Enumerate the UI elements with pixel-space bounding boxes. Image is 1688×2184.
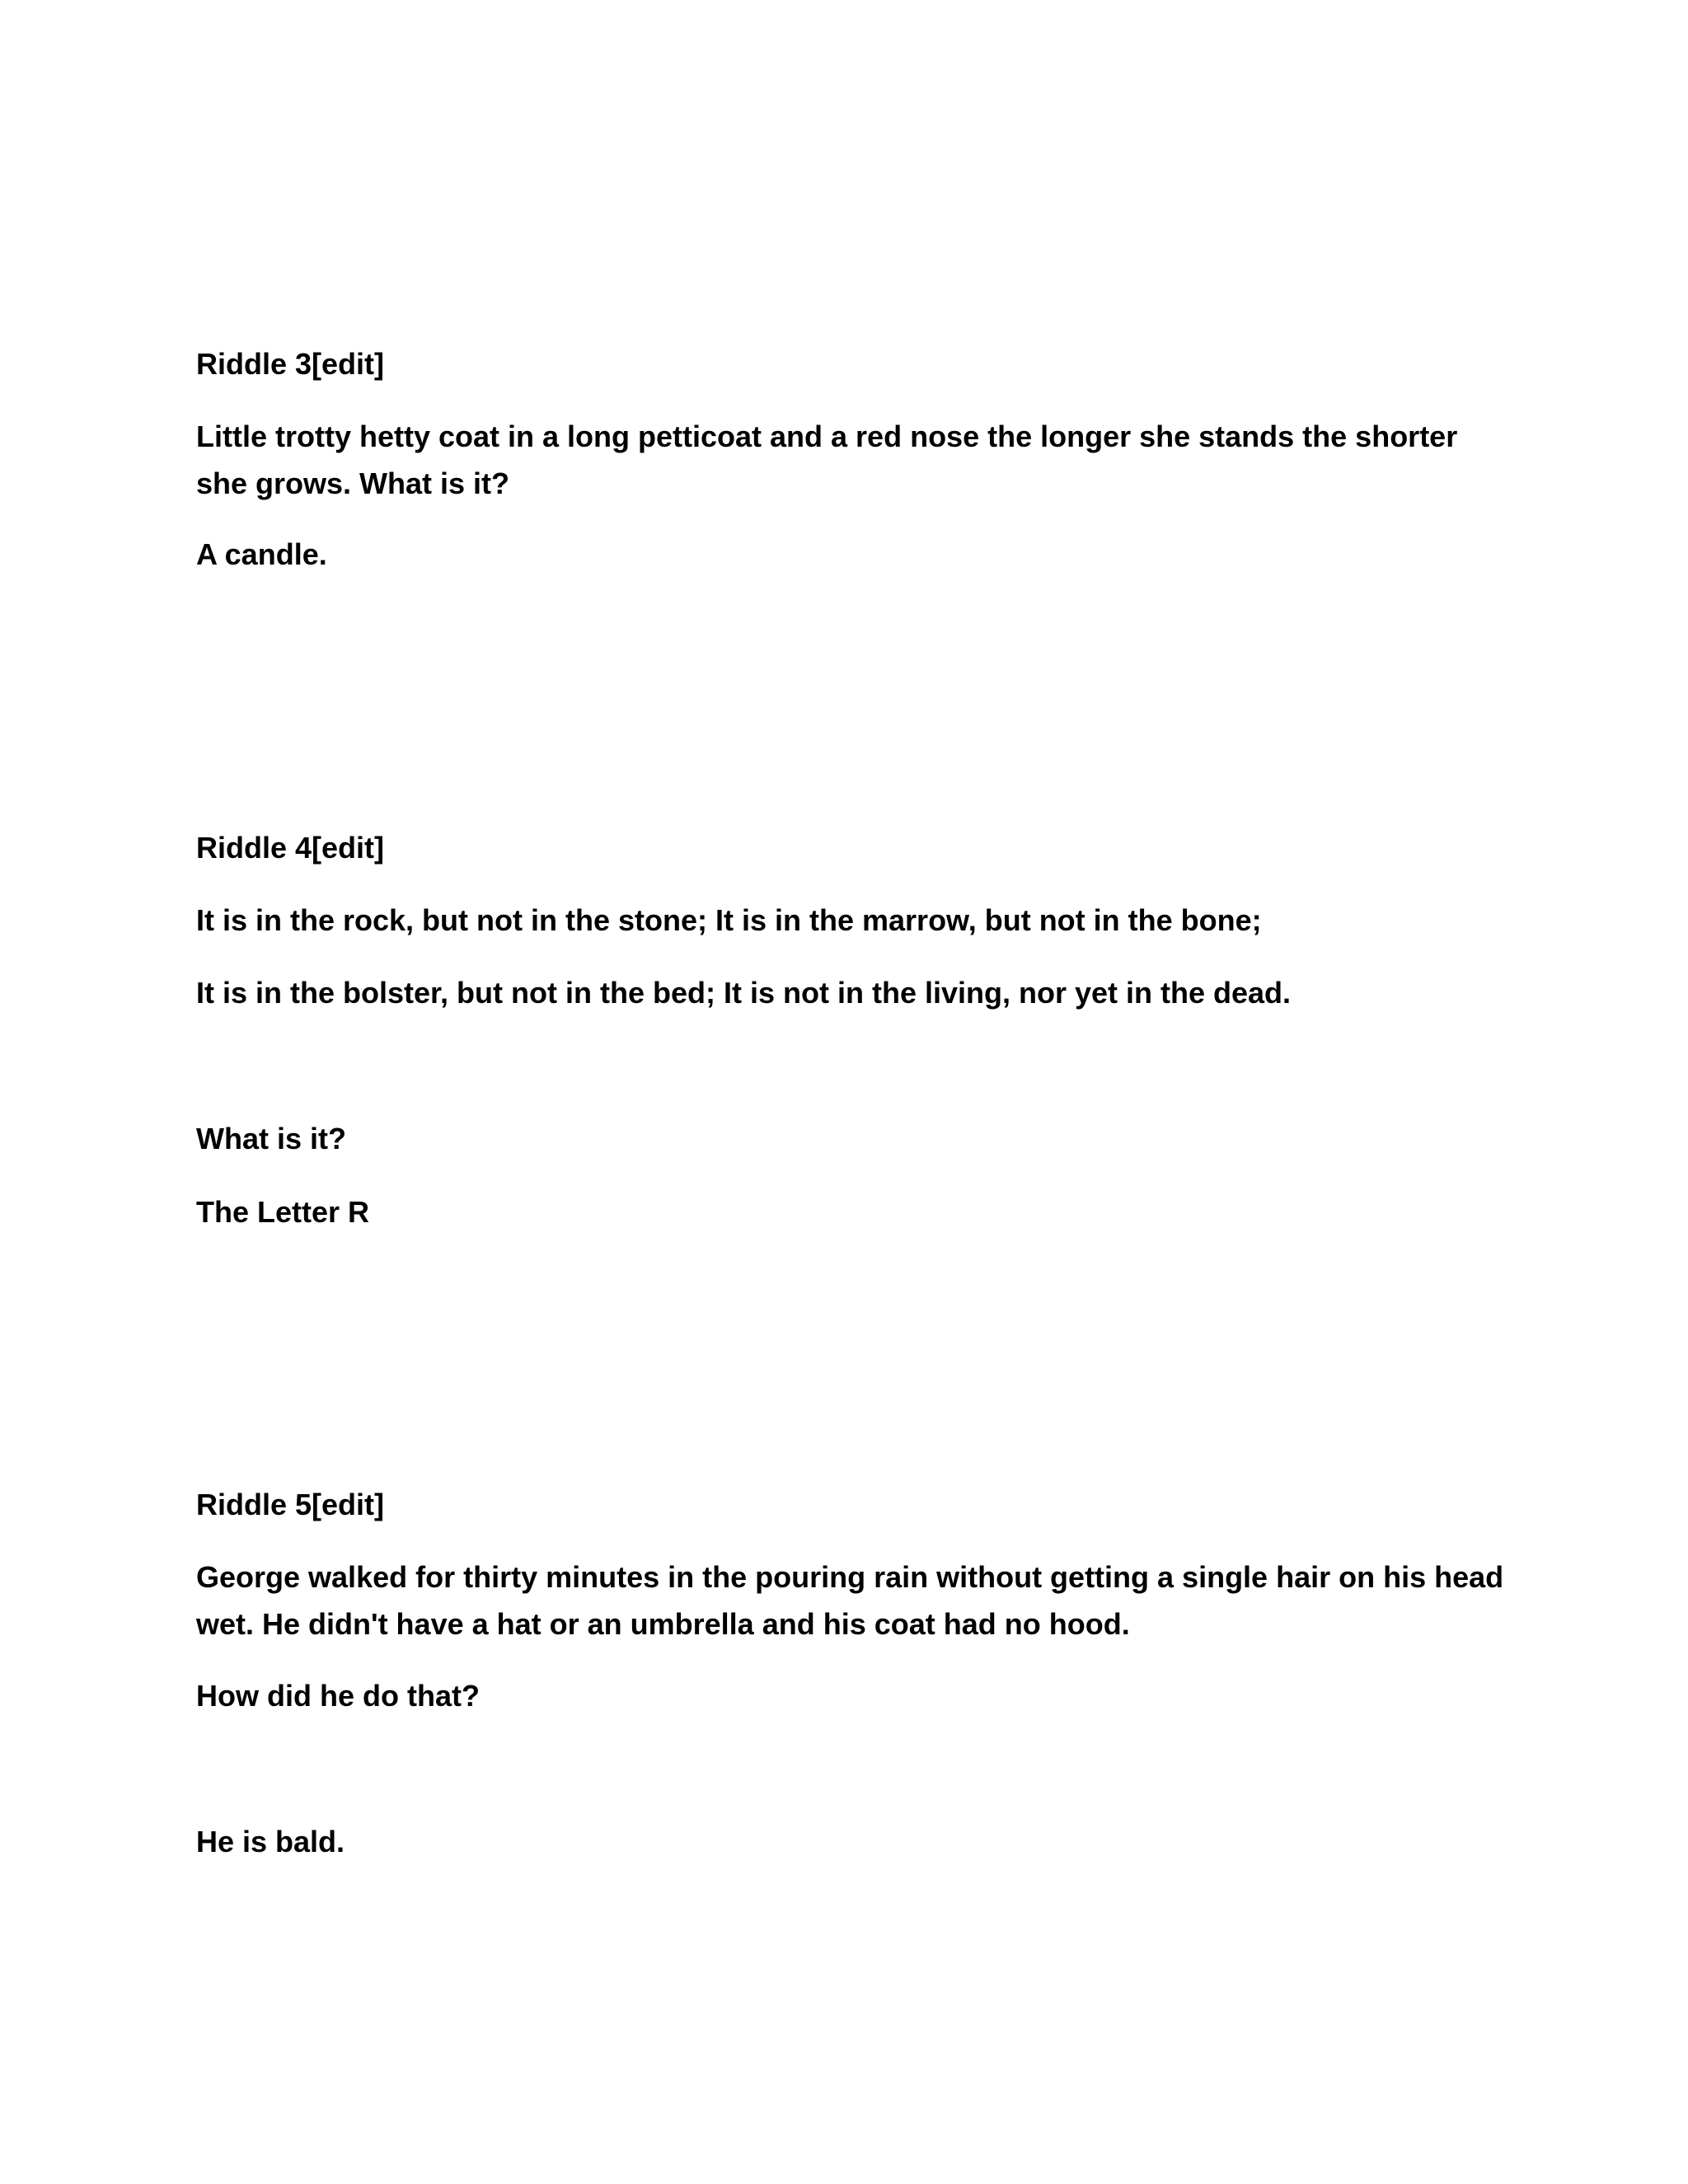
riddle-4-question: What is it? xyxy=(196,1122,346,1155)
riddle-5-heading: Riddle 5[edit] xyxy=(196,1488,385,1521)
riddle-4-heading: Riddle 4[edit] xyxy=(196,831,385,865)
riddle-5-question: How did he do that? xyxy=(196,1679,480,1713)
riddle-3-answer: A candle. xyxy=(196,537,327,571)
riddle-5-text: George walked for thirty minutes in the pouring rain without getting a single hair on his head wet. He didn't have a hat or an umbrella and his coat had no hood. xyxy=(196,1560,1504,1641)
riddle-4-line-2: It is in the bolster, but not in the bed; It is not in the living, nor yet in the dead. xyxy=(196,976,1292,1010)
riddle-3-heading: Riddle 3[edit] xyxy=(196,347,385,381)
riddle-4-line-1: It is in the rock, but not in the stone; It is in the marrow, but not in the bone; xyxy=(196,903,1262,937)
riddle-4-answer: The Letter R xyxy=(196,1195,370,1229)
riddle-5-answer: He is bald. xyxy=(196,1825,345,1858)
riddle-3-text: Little trotty hetty coat in a long petticoat and a red nose the longer she stands the shorter she grows. What is it? xyxy=(196,419,1458,500)
